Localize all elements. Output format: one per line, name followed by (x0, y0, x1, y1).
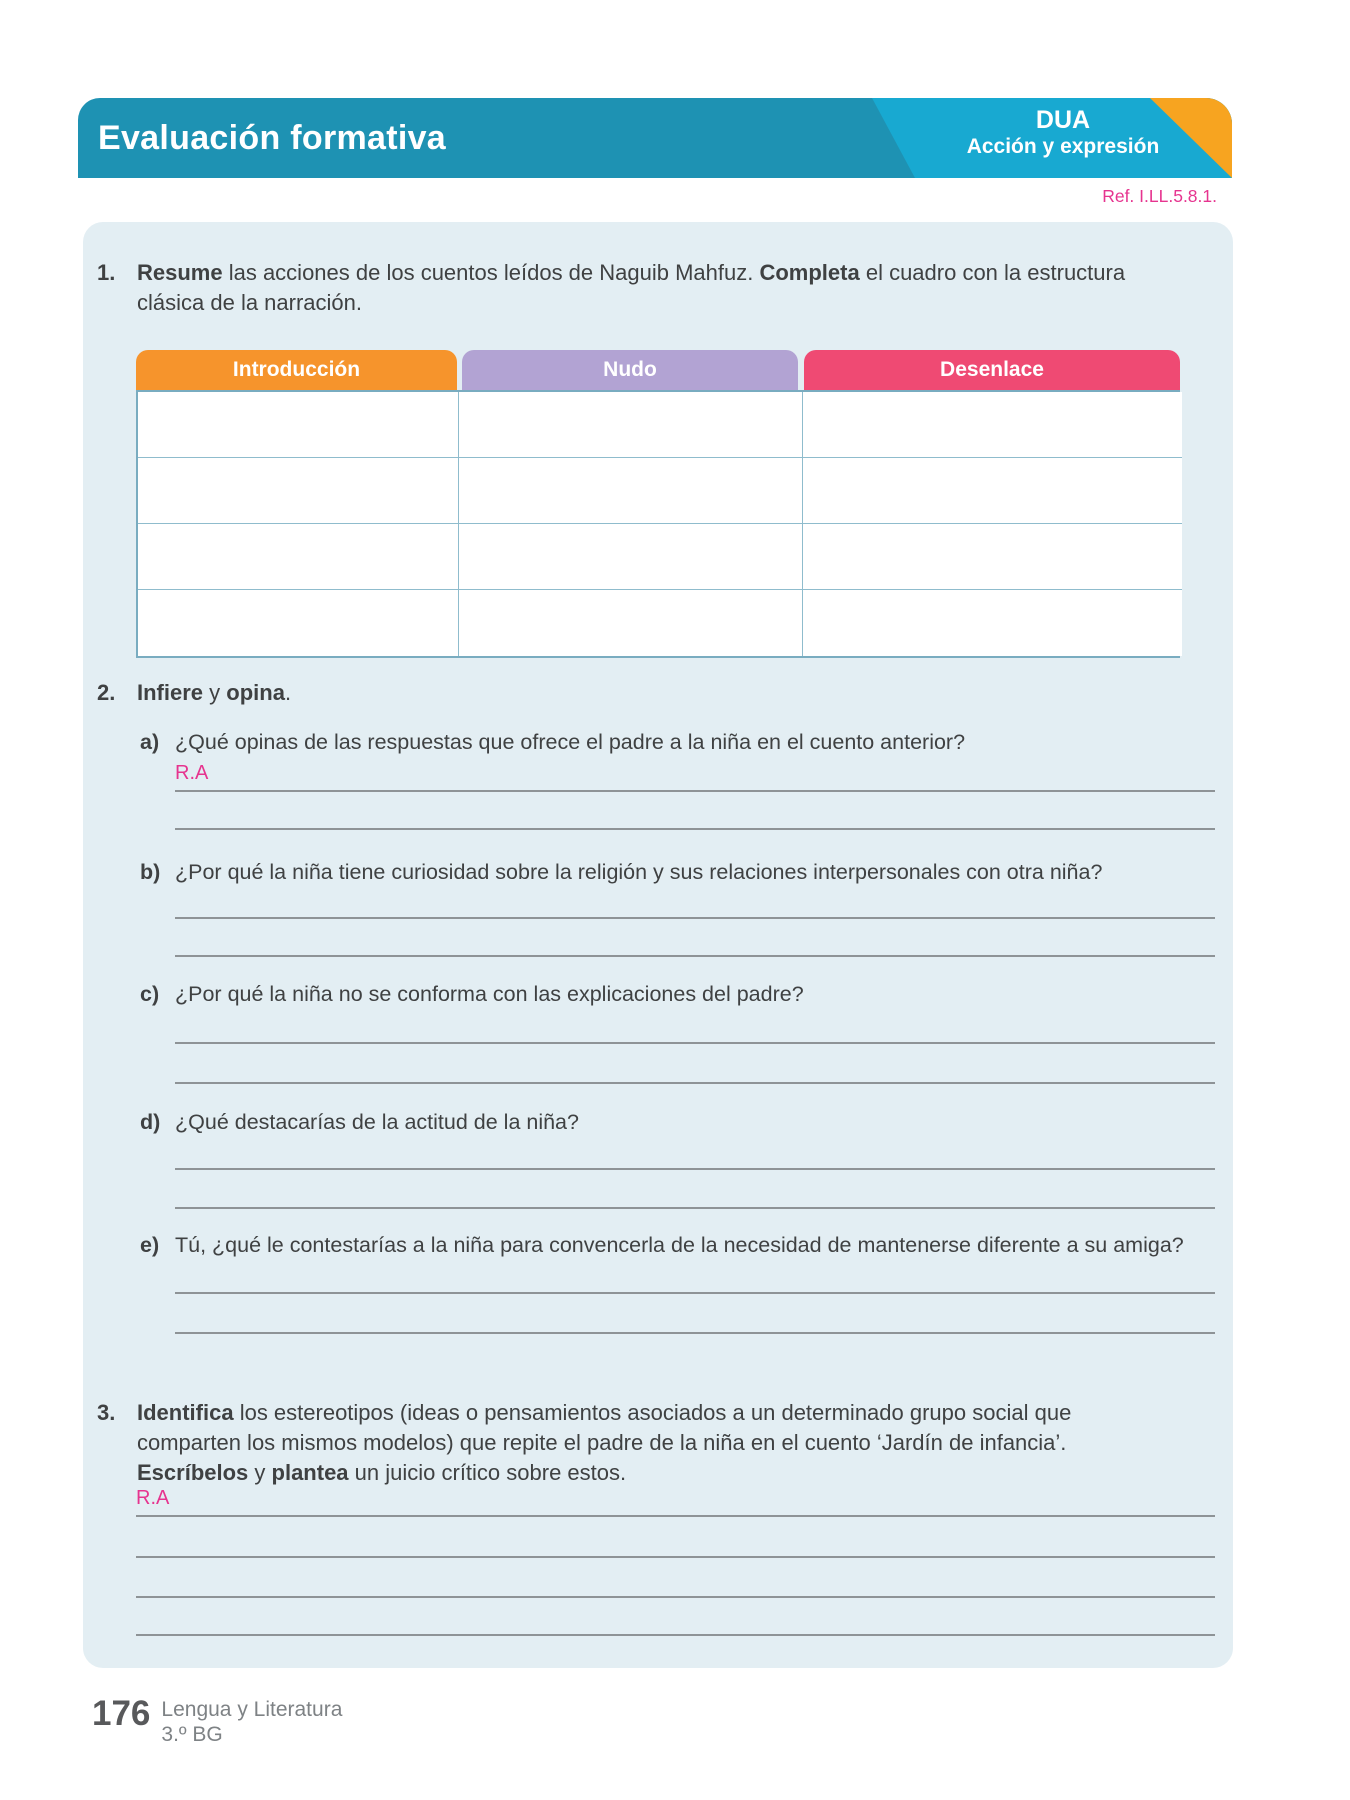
page-number: 176 (92, 1694, 151, 1733)
question-a-text: ¿Qué opinas de las respuestas que ofrece el padre a la niña en el cuento anterior? (175, 730, 966, 754)
table-cell[interactable] (459, 590, 803, 656)
footer-subject: Lengua y Literatura (161, 1698, 343, 1721)
answer-line[interactable] (136, 1515, 1215, 1517)
footer-course (161, 1698, 342, 1747)
answer-line[interactable] (175, 1168, 1215, 1170)
question-e-text: Tú, ¿qué le contestarías a la niña para convencerla de la necesidad de mantenerse diferente a su amiga? (175, 1233, 1184, 1257)
activity-3-number: 3. (97, 1400, 116, 1425)
answer-line[interactable] (175, 955, 1215, 957)
question-c (140, 980, 1235, 1008)
question-c-text: ¿Por qué la niña no se conforma con las explicaciones del padre? (175, 982, 804, 1006)
table-cell[interactable] (459, 458, 803, 524)
answer-line[interactable] (175, 790, 1215, 792)
activity-3 (97, 1398, 1167, 1488)
question-b (140, 858, 1235, 886)
activity-panel (83, 222, 1233, 1668)
curriculum-reference: Ref. I.LL.5.8.1. (1102, 186, 1217, 206)
question-c-label: c) (140, 982, 160, 1006)
answer-line[interactable] (175, 1082, 1215, 1084)
activity-3-text: Identifica los estereotipos (ideas o pensamientos asociados a un determinado grupo social que comparten los mismos modelos) que repite el padre de la niña en el cuento ‘Jardín de infancia’. Escríbelos y plantea un juicio crítico sobre estos. (137, 1400, 1072, 1485)
activity-1-text: Resume las acciones de los cuentos leídos de Naguib Mahfuz. Completa el cuadro con la estructura clásica de la narración. (137, 260, 1126, 315)
table-header-row (136, 350, 1180, 390)
question-d-text: ¿Qué destacarías de la actitud de la niña? (175, 1110, 579, 1134)
table-cell[interactable] (138, 392, 459, 458)
activity-2 (97, 678, 1167, 708)
table-cell[interactable] (459, 524, 803, 590)
answer-line[interactable] (136, 1596, 1215, 1598)
activity-2-number: 2. (97, 680, 116, 705)
table-cell[interactable] (803, 458, 1182, 524)
table-cell[interactable] (459, 392, 803, 458)
table-cell[interactable] (803, 590, 1182, 656)
page-footer (92, 1694, 343, 1747)
dua-subtitle: Acción y expresión (966, 135, 1160, 158)
answer-line[interactable] (175, 1332, 1215, 1334)
answer-line[interactable] (136, 1556, 1215, 1558)
answer-prefill-ra: R.A (136, 1487, 170, 1509)
footer-grade: 3.º BG (161, 1722, 223, 1746)
table-cell[interactable] (803, 392, 1182, 458)
narrative-structure-table (136, 350, 1180, 658)
answer-line[interactable] (175, 917, 1215, 919)
table-cell[interactable] (803, 524, 1182, 590)
activity-1-number: 1. (97, 260, 116, 285)
question-a-label: a) (140, 730, 160, 754)
question-d (140, 1108, 1235, 1136)
answer-prefill-ra: R.A (175, 762, 209, 784)
dua-label: DUA (1035, 106, 1091, 134)
table-cell[interactable] (138, 590, 459, 656)
question-d-label: d) (140, 1110, 161, 1134)
page-title: Evaluación formativa (98, 118, 447, 157)
question-e (140, 1231, 1235, 1259)
question-a (140, 728, 1235, 756)
answer-line[interactable] (175, 1042, 1215, 1044)
table-body (136, 390, 1180, 658)
activity-1 (97, 258, 1167, 318)
table-header-desenlace: Desenlace (804, 350, 1180, 390)
table-cell[interactable] (138, 458, 459, 524)
answer-line[interactable] (175, 828, 1215, 830)
question-b-label: b) (140, 860, 161, 884)
activity-2-text: Infiere y opina. (137, 680, 292, 705)
question-e-label: e) (140, 1233, 160, 1257)
answer-line[interactable] (175, 1292, 1215, 1294)
answer-line[interactable] (175, 1207, 1215, 1209)
header-banner (78, 98, 1232, 178)
table-header-introduccion: Introducción (136, 350, 457, 390)
question-b-text: ¿Por qué la niña tiene curiosidad sobre la religión y sus relaciones interpersonales con otra niña? (175, 860, 1103, 884)
dua-badge (898, 105, 1228, 159)
table-header-nudo: Nudo (462, 350, 798, 390)
answer-line[interactable] (136, 1634, 1215, 1636)
table-cell[interactable] (138, 524, 459, 590)
